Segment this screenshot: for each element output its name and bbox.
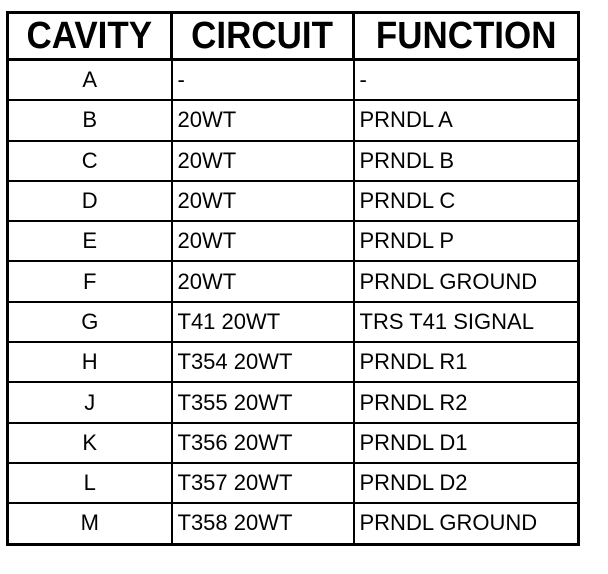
function-cell: PRNDL B	[354, 141, 579, 181]
circuit-cell: 20WT	[172, 261, 354, 301]
table-row	[8, 503, 579, 544]
circuit-cell: 20WT	[172, 100, 354, 140]
cavity-cell: A	[8, 60, 172, 101]
table-row	[8, 302, 579, 342]
table-row	[8, 60, 579, 101]
cavity-cell: F	[8, 261, 172, 301]
circuit-cell: 20WT	[172, 221, 354, 261]
circuit-cell: T358 20WT	[172, 503, 354, 544]
table-row	[8, 221, 579, 261]
circuit-cell: T355 20WT	[172, 382, 354, 422]
header-circuit: CIRCUIT	[172, 13, 354, 60]
cavity-cell: L	[8, 463, 172, 503]
function-cell: PRNDL D1	[354, 423, 579, 463]
header-row	[8, 13, 579, 60]
function-cell: PRNDL GROUND	[354, 261, 579, 301]
table-row	[8, 423, 579, 463]
cavity-cell: M	[8, 503, 172, 544]
cavity-cell: J	[8, 382, 172, 422]
cavity-cell: D	[8, 181, 172, 221]
function-cell: PRNDL A	[354, 100, 579, 140]
cavity-cell: C	[8, 141, 172, 181]
cavity-cell: G	[8, 302, 172, 342]
table-row	[8, 463, 579, 503]
circuit-cell: 20WT	[172, 181, 354, 221]
cavity-cell: B	[8, 100, 172, 140]
function-cell: PRNDL R2	[354, 382, 579, 422]
table-row	[8, 141, 579, 181]
circuit-cell: T354 20WT	[172, 342, 354, 382]
header-function: FUNCTION	[354, 13, 579, 60]
cavity-cell: K	[8, 423, 172, 463]
circuit-cell: -	[172, 60, 354, 101]
table-row	[8, 342, 579, 382]
table-row	[8, 100, 579, 140]
function-cell: TRS T41 SIGNAL	[354, 302, 579, 342]
table-row	[8, 382, 579, 422]
header-cavity: CAVITY	[8, 13, 172, 60]
function-cell: PRNDL D2	[354, 463, 579, 503]
cavity-cell: H	[8, 342, 172, 382]
circuit-cell: T357 20WT	[172, 463, 354, 503]
circuit-cell: 20WT	[172, 141, 354, 181]
function-cell: PRNDL C	[354, 181, 579, 221]
function-cell: PRNDL P	[354, 221, 579, 261]
connector-pinout-table	[6, 11, 580, 546]
function-cell: PRNDL GROUND	[354, 503, 579, 544]
circuit-cell: T41 20WT	[172, 302, 354, 342]
function-cell: -	[354, 60, 579, 101]
cavity-cell: E	[8, 221, 172, 261]
table-row	[8, 261, 579, 301]
table-row	[8, 181, 579, 221]
function-cell: PRNDL R1	[354, 342, 579, 382]
circuit-cell: T356 20WT	[172, 423, 354, 463]
